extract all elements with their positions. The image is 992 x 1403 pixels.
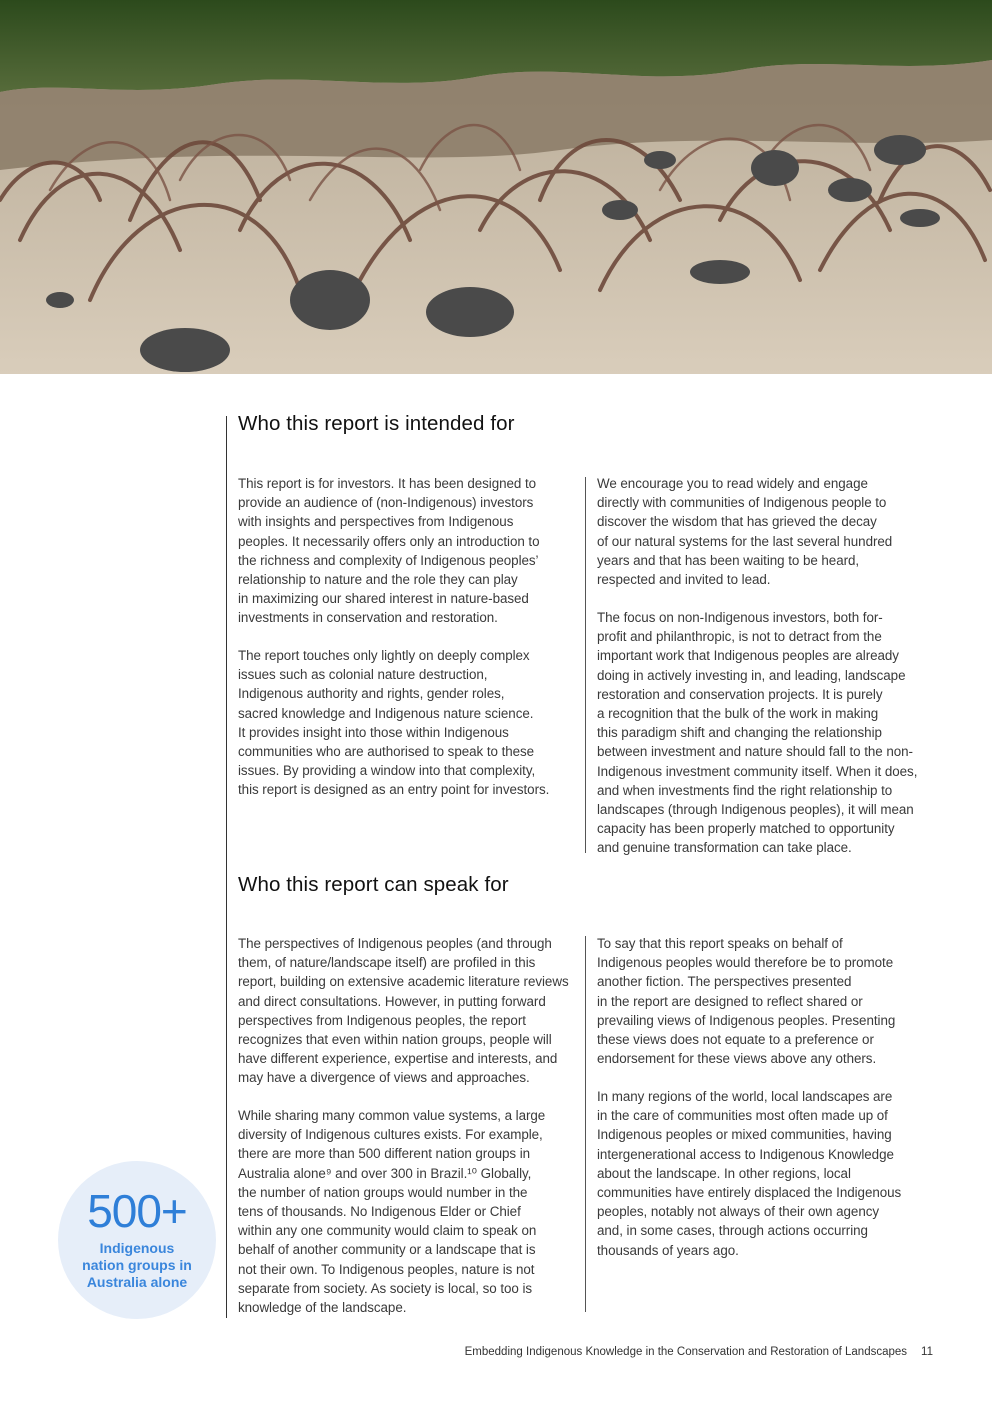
mangrove-illustration xyxy=(0,0,992,374)
section1-right-para-2: The focus on non-Indigenous investors, both for- profit and philanthropic, is not to detract from the important work that Indigenous peoples are already doing in actively investing in, and leading, landscape restoration and conservation projects. It is purely a recognition that the bulk of the work in making this paradigm shift and changing the relationship between investment and nature should fall to the non- Indigenous investment community itself. When it does, and when investments find the right relationship to landscapes (through Indigenous peoples), it will mean capacity has been properly matched to opportunity and genuine transformation can take place. xyxy=(597,610,918,856)
section1-right-para-1: We encourage you to read widely and engage directly with communities of Indigenous people to discover the wisdom that has grieved the decay of our natural systems for the last several hundred years and that has been waiting to be heard, respected and invited to lead. xyxy=(597,476,893,588)
section1-left-para-2: The report touches only lightly on deeply complex issues such as colonial nature destruction, Indigenous authority and rights, gender roles, sacred knowledge and Indigenous nature science. It provides insight into those within Indigenous communities who are authorised to speak to these issues. By providing a window into that complexity, this report is designed as an entry point for investors. xyxy=(238,648,550,798)
section2-right-para-2: In many regions of the world, local landscapes are in the care of communities most often made up of Indigenous peoples or mixed communities, having intergenerational access to Indigenous Knowledge about the landscape. In other regions, local communities have entirely displaced the Indigenous peoples, notably not always of their own agency and, in some cases, through actions occurring thousands of years ago. xyxy=(597,1089,902,1258)
section1-left-para-1: This report is for investors. It has been designed to provide an audience of (non-Indigenous) investors with insights and perspectives from Indigenous peoples. It necessarily offers only an introduction to the richness and complexity of Indigenous peoples’ relationship to nature and the role they can play in maximizing our shared interest in nature-based investments in conservation and restoration. xyxy=(238,476,540,626)
section-heading-speak-for: Who this report can speak for xyxy=(238,873,509,896)
section2-right-para-1: To say that this report speaks on behalf of Indigenous peoples would therefore be to promote another fiction. The perspectives presented in the report are designed to reflect shared or prevailing views of Indigenous peoples. Presenting these views does not equate to a preference or endorsement for these views above any others. xyxy=(597,936,896,1067)
column-rule xyxy=(585,936,586,1312)
section2-left-para-1: The perspectives of Indigenous peoples (and through them, of nature/landscape itself) are profiled in this report, building on extensive academic literature reviews and direct consultations. However, in putting forward perspectives from Indigenous peoples, the report recognizes that even within nation groups, people will have different experience, expertise and interests, and may have a divergence of views and approaches. xyxy=(238,936,569,1086)
hero-photo xyxy=(0,0,992,374)
footer-title: Embedding Indigenous Knowledge in the Conservation and Restoration of Landscapes xyxy=(464,1346,908,1358)
stat-number: 500+ xyxy=(87,1185,187,1237)
page-number: 11 xyxy=(921,1346,933,1358)
section2-left-para-2: While sharing many common value systems, a large diversity of Indigenous cultures exists. For example, there are more than 500 different nation groups in Australia alone⁹ and over 300 in Brazil.¹⁰ Globally, the number of nation groups would number in the tens of thousands. No Indigenous Elder or Chief within any one community would claim to speak on behalf of another community or a landscape that is not their own. To Indigenous peoples, nature is not separate from society. As society is local, so too is knowledge of the landscape. xyxy=(238,1108,546,1316)
stat-label: Indigenous nation groups in Australia alone xyxy=(82,1240,192,1290)
section-heading-intended-for: Who this report is intended for xyxy=(238,412,515,435)
column-rule xyxy=(585,477,586,853)
page-footer xyxy=(330,1346,933,1358)
left-vertical-rule xyxy=(226,416,227,1318)
